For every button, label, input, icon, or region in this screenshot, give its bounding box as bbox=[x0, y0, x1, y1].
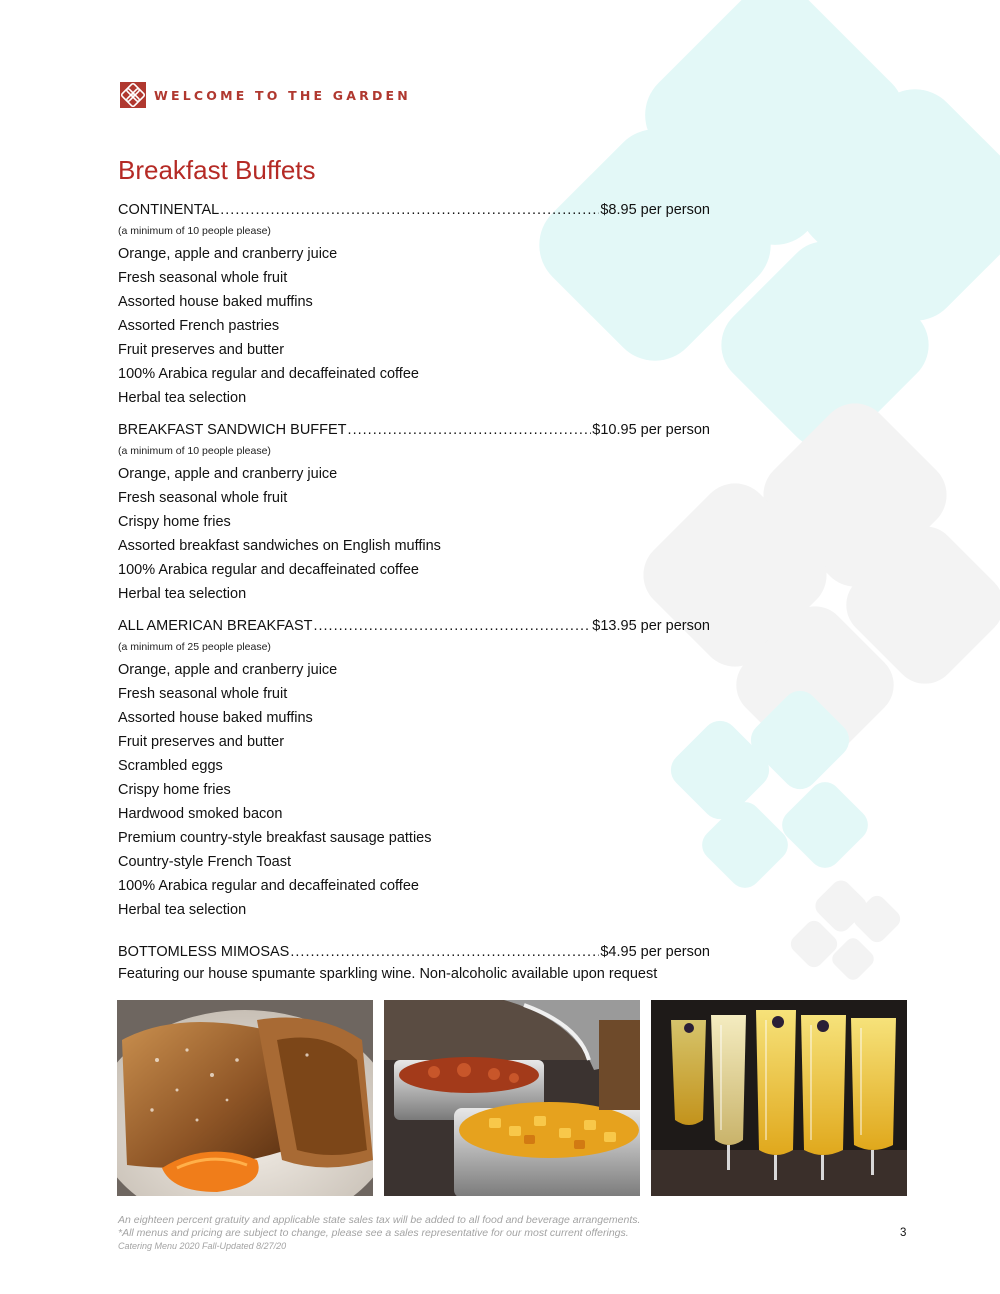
photo-strip bbox=[117, 1000, 907, 1196]
list-item: Herbal tea selection bbox=[118, 390, 247, 406]
minimum-note: (a minimum of 10 people please) bbox=[118, 225, 271, 237]
dot-leader bbox=[290, 942, 599, 962]
section-name: BREAKFAST SANDWICH BUFFET bbox=[118, 422, 347, 438]
dot-leader bbox=[348, 420, 592, 440]
section-heading bbox=[118, 616, 710, 636]
list-item: Orange, apple and cranberry juice bbox=[118, 246, 338, 262]
gratuity-note: An eighteen percent gratuity and applicable state sales tax will be added to all food and beverage arrangements. bbox=[118, 1214, 641, 1226]
list-item: Assorted house baked muffins bbox=[118, 294, 313, 310]
dot-leader bbox=[220, 200, 599, 220]
menu-section-breakfast-sandwich bbox=[118, 420, 718, 606]
pricing-disclaimer: *All menus and pricing are subject to change, please see a sales representative for our most current offerings. bbox=[118, 1227, 629, 1239]
section-heading bbox=[118, 200, 710, 220]
menu-list bbox=[118, 200, 718, 986]
section-price: $8.95 per person bbox=[600, 202, 710, 218]
list-item: Assorted French pastries bbox=[118, 318, 280, 334]
menu-section-all-american bbox=[118, 616, 718, 922]
list-item: Fruit preserves and butter bbox=[118, 342, 285, 358]
section-heading bbox=[118, 942, 710, 962]
menu-section-continental bbox=[118, 200, 718, 410]
buffet-chafing-dish-photo bbox=[384, 1000, 640, 1196]
list-item: Assorted house baked muffins bbox=[118, 710, 313, 726]
french-toast-photo bbox=[117, 1000, 373, 1196]
header-tagline: WELCOME TO THE GARDEN bbox=[154, 87, 411, 103]
list-item: 100% Arabica regular and decaffeinated coffee bbox=[118, 366, 419, 382]
minimum-note: (a minimum of 10 people please) bbox=[118, 445, 271, 457]
list-item: Fresh seasonal whole fruit bbox=[118, 686, 288, 702]
list-item: 100% Arabica regular and decaffeinated coffee bbox=[118, 562, 419, 578]
list-item: Fresh seasonal whole fruit bbox=[118, 270, 288, 286]
footer-notes bbox=[118, 1214, 640, 1252]
section-price: $13.95 per person bbox=[592, 618, 710, 634]
list-item: Featuring our house spumante sparkling wine. Non-alcoholic available upon request bbox=[118, 966, 658, 982]
list-item: Herbal tea selection bbox=[118, 586, 247, 602]
list-item: Orange, apple and cranberry juice bbox=[118, 662, 338, 678]
list-item: Fruit preserves and butter bbox=[118, 734, 285, 750]
section-price: $4.95 per person bbox=[600, 944, 710, 960]
section-name: BOTTOMLESS MIMOSAS bbox=[118, 944, 290, 960]
list-item: Fresh seasonal whole fruit bbox=[118, 490, 288, 506]
dot-leader bbox=[313, 616, 591, 636]
list-item: Herbal tea selection bbox=[118, 902, 247, 918]
list-item: Scrambled eggs bbox=[118, 758, 223, 774]
list-item: Crispy home fries bbox=[118, 514, 231, 530]
mimosa-glasses-photo bbox=[651, 1000, 907, 1196]
list-item: Hardwood smoked bacon bbox=[118, 806, 283, 822]
section-heading bbox=[118, 420, 710, 440]
list-item: Assorted breakfast sandwiches on English muffins bbox=[118, 538, 441, 554]
garden-flower-logo bbox=[120, 82, 146, 108]
list-item: 100% Arabica regular and decaffeinated coffee bbox=[118, 878, 419, 894]
menu-section-bottomless-mimosas bbox=[118, 942, 718, 986]
list-item: Country-style French Toast bbox=[118, 854, 291, 870]
section-price: $10.95 per person bbox=[592, 422, 710, 438]
minimum-note: (a minimum of 25 people please) bbox=[118, 641, 271, 653]
list-item: Crispy home fries bbox=[118, 782, 231, 798]
page-title: Breakfast Buffets bbox=[118, 155, 316, 185]
page-number: 3 bbox=[900, 1227, 907, 1239]
list-item: Orange, apple and cranberry juice bbox=[118, 466, 338, 482]
list-item: Premium country-style breakfast sausage patties bbox=[118, 830, 432, 846]
section-name: ALL AMERICAN BREAKFAST bbox=[118, 618, 313, 634]
section-name: CONTINENTAL bbox=[118, 202, 220, 218]
page-header bbox=[120, 82, 411, 108]
menu-version: Catering Menu 2020 Fall-Updated 8/27/20 bbox=[118, 1241, 287, 1251]
